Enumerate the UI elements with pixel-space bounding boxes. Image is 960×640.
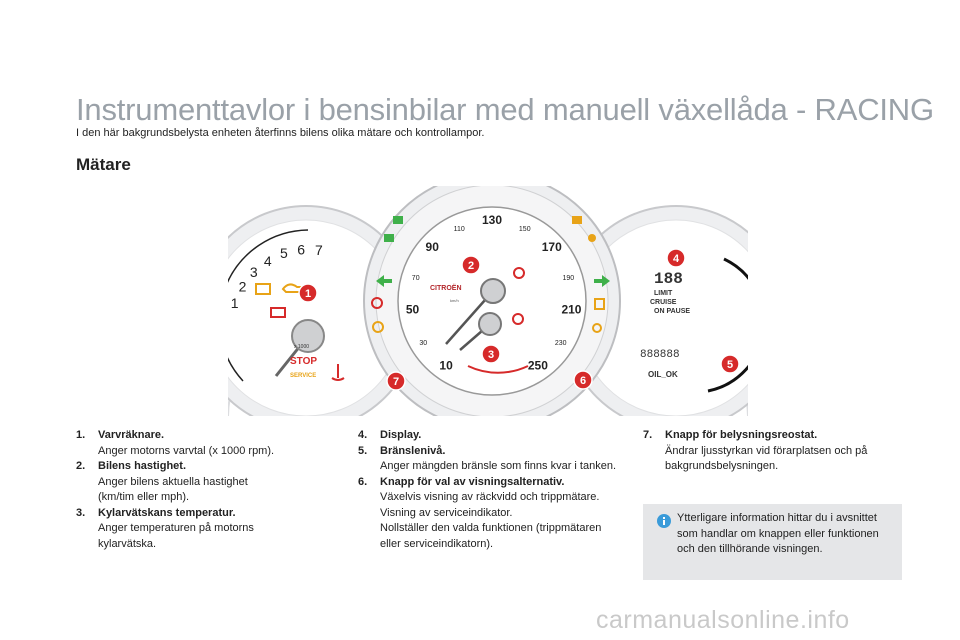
instrument-cluster-illustration xyxy=(228,186,748,416)
column-middle xyxy=(358,428,620,552)
callout-number: 6 xyxy=(579,375,587,387)
rpm-tick-label: 4 xyxy=(263,252,272,269)
callout-number: 1 xyxy=(304,288,312,300)
rpm-tick-label: 3 xyxy=(249,264,258,281)
speed-tick-label: 170 xyxy=(541,239,562,254)
callout-4 xyxy=(667,249,685,267)
rpm-tick-label: 6 xyxy=(297,241,306,258)
callout-number: 3 xyxy=(487,349,495,361)
speed-tick-label: 70 xyxy=(411,274,420,282)
callout-3 xyxy=(482,345,500,363)
speed-tick-label: 210 xyxy=(561,302,582,317)
list-item: 1. Varvräknare. Anger motorns varvtal (x 1000 rpm). xyxy=(76,429,275,457)
speed-tick-label: 190 xyxy=(562,274,575,282)
rpm-tick-label: 2 xyxy=(238,278,247,295)
stop-label: STOP xyxy=(290,356,318,367)
fog-light-icon xyxy=(393,216,403,224)
list-item: 5. Bränslenivå. Anger mängden bränsle som finns kvar i tanken. xyxy=(358,444,617,472)
page-subtitle: I den här bakgrundsbelysta enheten återfinns bilens olika mätare och kontrollampor. xyxy=(76,127,485,139)
callout-number: 2 xyxy=(467,260,475,272)
callout-number: 5 xyxy=(726,359,734,371)
speed-tick-label: 50 xyxy=(405,302,420,317)
page-title: Instrumenttavlor i bensinbilar med manuell växellåda - RACING xyxy=(76,92,934,127)
callout-number: 4 xyxy=(672,253,680,265)
watermark: carmanualsonline.info xyxy=(596,606,850,634)
display-big-digits: 188 xyxy=(654,270,683,288)
rpm-tick-label: 1 xyxy=(230,294,239,311)
speed-tick-label: 30 xyxy=(419,340,428,348)
info-box xyxy=(643,504,902,580)
column-right xyxy=(643,428,905,475)
callout-6 xyxy=(574,371,592,389)
service-label: SERVICE xyxy=(290,373,317,379)
speed-tick-label: 10 xyxy=(439,358,453,373)
rear-fog-icon xyxy=(572,216,582,224)
rpm-tick-label: 7 xyxy=(314,241,323,258)
list-item: 6. Knapp för val av visningsalternativ. Växelvis visning av räckvidd och trippmätare. Visning av serviceindikator. Nollställer den valda funktionen (trippmätaren eller serviceindikatorn). xyxy=(358,475,602,550)
list-item: 3. Kylarvätskans temperatur. Anger temperaturen på motorns kylarvätska. xyxy=(76,506,254,550)
info-icon xyxy=(657,514,671,528)
speed-tick-label: 250 xyxy=(527,358,548,373)
callout-1 xyxy=(299,284,317,302)
display-oil-status: OIL_OK xyxy=(648,370,678,379)
list-item: 7. Knapp för belysningsreostat. Ändrar ljusstyrkan vid förarplatsen och på bakgrundsbelysningen. xyxy=(643,429,868,472)
display-limit: LIMIT xyxy=(654,290,673,297)
speed-tick-label: 150 xyxy=(518,226,531,234)
speed-tick-label: 130 xyxy=(481,213,503,227)
list-item: 2. Bilens hastighet. Anger bilens aktuella hastighet (km/tim eller mph). xyxy=(76,460,248,503)
brand-label: CITROËN xyxy=(430,285,462,292)
column-left xyxy=(76,428,276,552)
info-text: Ytterligare information hittar du i avsnittet som handlar om knappen eller funktionen och den tillhörande visningen. xyxy=(677,512,879,555)
speed-tick-label: 230 xyxy=(554,340,567,348)
callout-number: 7 xyxy=(392,376,400,388)
speed-unit-label: km/h xyxy=(450,298,459,303)
section-heading: Mätare xyxy=(76,155,131,174)
speed-tick-label: 90 xyxy=(425,239,439,254)
display-on-pause: ON PAUSE xyxy=(654,308,691,315)
speed-tick-label: 110 xyxy=(453,226,465,234)
light-icon xyxy=(588,234,596,242)
display-digits: 888888 xyxy=(640,349,680,361)
rpm-unit-label: x 1000 xyxy=(294,344,310,350)
callout-7 xyxy=(387,372,405,390)
callout-2 xyxy=(462,256,480,274)
callout-5 xyxy=(721,355,739,373)
list-item: 4. Display. xyxy=(358,429,422,441)
display-cruise: CRUISE xyxy=(650,299,677,306)
headlight-icon xyxy=(384,234,394,242)
rpm-tick-label: 5 xyxy=(279,245,288,262)
